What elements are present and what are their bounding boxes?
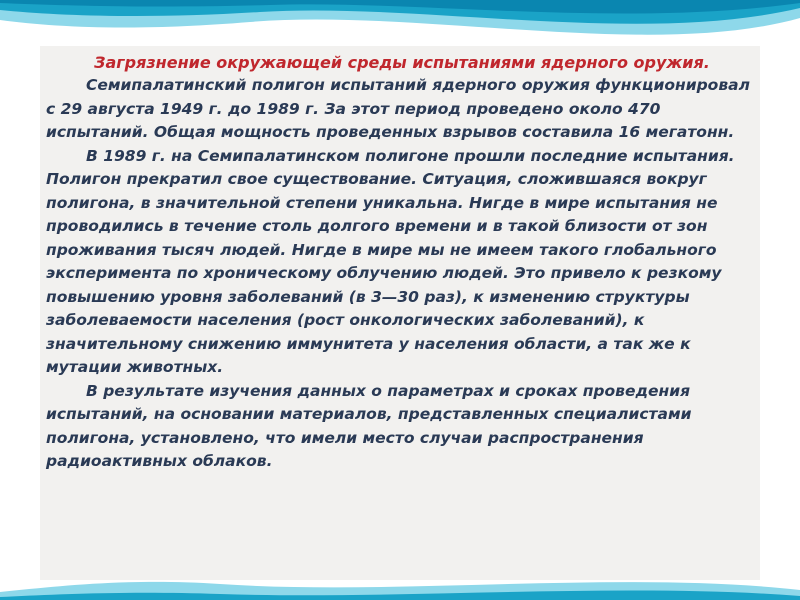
slide-content xyxy=(46,51,758,474)
slide-title: Загрязнение окружающей среды испытаниями ядерного оружия. xyxy=(94,53,710,72)
paragraph-3: В результате изучения данных о параметрах и сроках проведения испытаний, на основании материалов, представленных специалистами полигона, установлено, что имели место случаи распространения радиоактивных облаков. xyxy=(46,381,692,470)
paragraph-1: Семипалатинский полигон испытаний ядерного оружия функционировал с 29 августа 1949 г. до 1989 г. За этот период проведено около 470 испытаний. Общая мощность проведенных взрывов составила 16 мегатонн. xyxy=(46,76,750,141)
paragraph-2: В 1989 г. на Семипалатинском полигоне прошли последние испытания. Полигон прекратил свое существование. Ситуация, сложившаяся вокруг полигона, в значительной степени уникальна. Нигде в мире испытания не проводились в течение столь долгого времени и в такой близости от зон проживания тысяч людей. Нигде в мире мы не имеем такого глобального эксперимента по хроническому облучению людей. Это привело к резкому повышению уровня заболеваний (в 3—30 раз), к изменению структуры заболеваемости населения (рост онкологических заболеваний), к значительному снижению иммунитета у населения области, а так же к мутации животных. xyxy=(46,146,735,376)
